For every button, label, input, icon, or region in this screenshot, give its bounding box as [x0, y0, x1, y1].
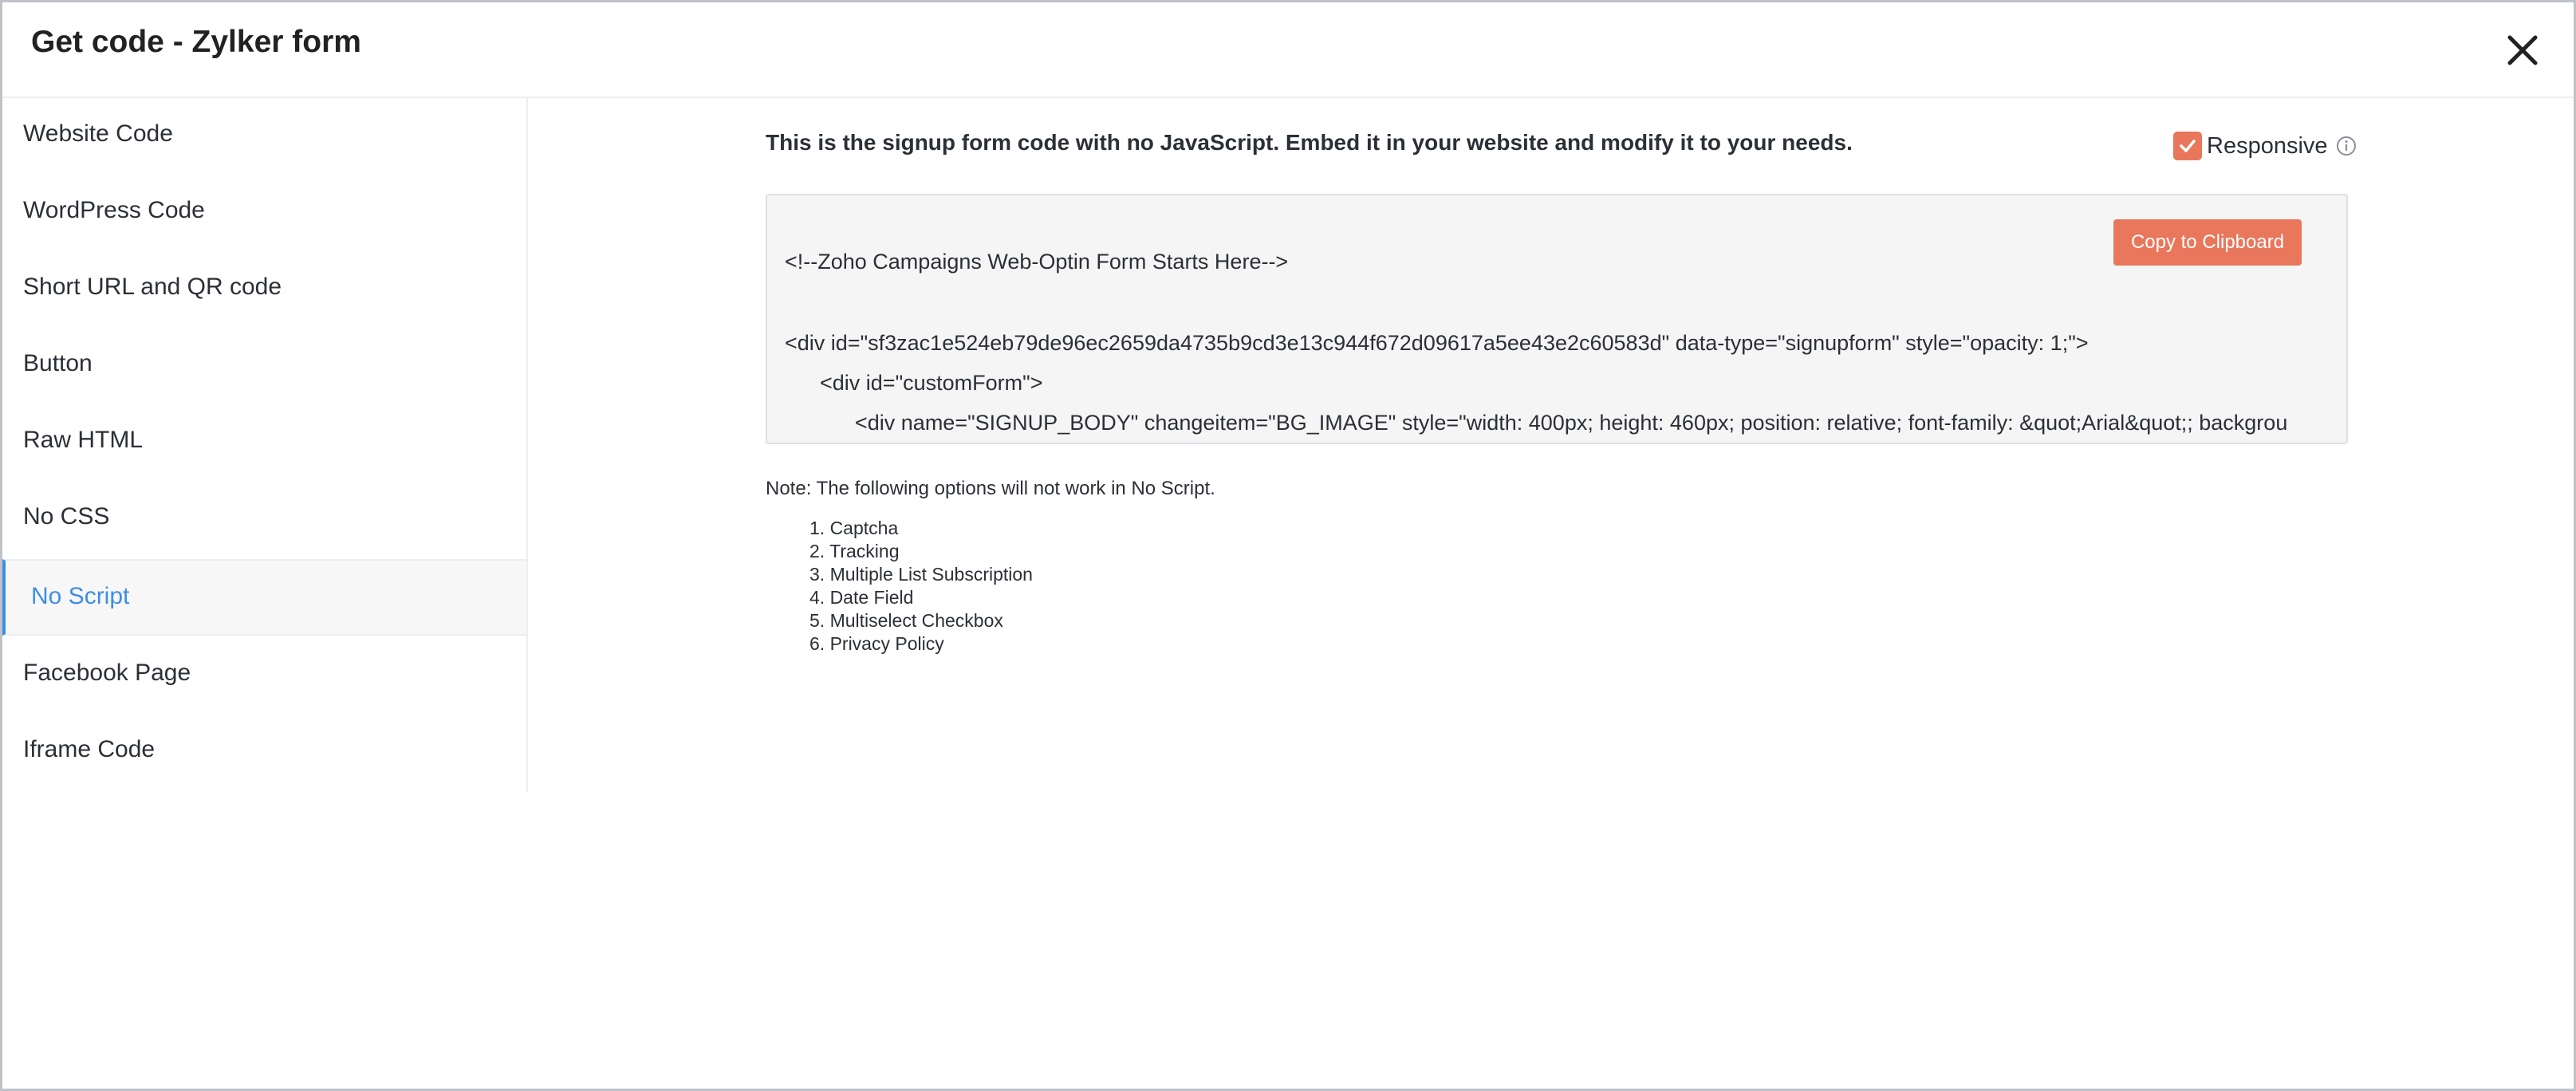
sidebar-nav: [2, 98, 528, 792]
close-icon[interactable]: [2502, 30, 2543, 71]
dialog-title: Get code - Zylker form: [31, 25, 361, 59]
code-line: <div name="SIGNUP_BODY" changeitem="BG_IMAGE" style="width: 400px; height: 460px; position: relative; font-family: &quot;Arial&quot;; backgrou: [855, 411, 2288, 435]
unsupported-options-list: [809, 517, 1033, 656]
list-item: 2. Tracking: [809, 541, 900, 561]
sidebar-item-short-url-qr[interactable]: [2, 251, 526, 328]
sidebar-item-iframe-code[interactable]: [2, 714, 526, 790]
code-line: <!--Zoho Campaigns Web-Optin Form Starts Here-->: [785, 250, 1289, 274]
code-line: <div id="customForm">: [820, 371, 1043, 395]
code-block[interactable]: [766, 194, 2348, 444]
sidebar-item-label: WordPress Code: [23, 197, 205, 223]
sidebar-item-label: Iframe Code: [23, 736, 156, 762]
sidebar-item-label: Button: [23, 350, 93, 376]
sidebar-item-website-code[interactable]: [2, 98, 526, 175]
list-item: 5. Multiselect Checkbox: [809, 610, 1003, 631]
sidebar-item-label: Facebook Page: [23, 660, 191, 686]
sidebar-item-raw-html[interactable]: [2, 404, 526, 481]
note-text: Note: The following options will not work in No Script.: [766, 478, 1215, 499]
intro-text: This is the signup form code with no JavaScript. Embed it in your website and modify it to your needs.: [766, 130, 1853, 155]
list-item: 6. Privacy Policy: [809, 633, 944, 654]
check-icon: [2177, 136, 2198, 156]
responsive-checkbox[interactable]: [2173, 132, 2202, 160]
copy-to-clipboard-button[interactable]: Copy to Clipboard: [2113, 219, 2302, 266]
list-item: 3. Multiple List Subscription: [809, 564, 1033, 585]
sidebar-item-wordpress-code[interactable]: [2, 175, 526, 251]
code-line: <div id="sf3zac1e524eb79de96ec2659da4735b9cd3e13c944f672d09617a5ee43e2c60583d" data-type="signupform" style="opacity: 1;">: [785, 331, 2089, 355]
info-icon[interactable]: [2336, 136, 2357, 156]
sidebar-item-label: Website Code: [23, 120, 173, 147]
responsive-label: Responsive: [2207, 132, 2328, 159]
sidebar-item-label: No Script: [31, 583, 130, 609]
sidebar-item-no-script[interactable]: [2, 559, 526, 636]
sidebar-item-facebook-page[interactable]: [2, 637, 526, 714]
responsive-toggle: [2173, 130, 2357, 162]
list-item: 4. Date Field: [809, 587, 914, 608]
sidebar-item-label: No CSS: [23, 503, 110, 530]
list-item: 1. Captcha: [809, 518, 899, 538]
sidebar-item-label: Raw HTML: [23, 427, 144, 453]
dialog-header: [2, 2, 2574, 98]
sidebar-item-label: Short URL and QR code: [23, 274, 282, 300]
sidebar-item-no-css[interactable]: [2, 481, 526, 557]
sidebar-item-button[interactable]: [2, 328, 526, 404]
